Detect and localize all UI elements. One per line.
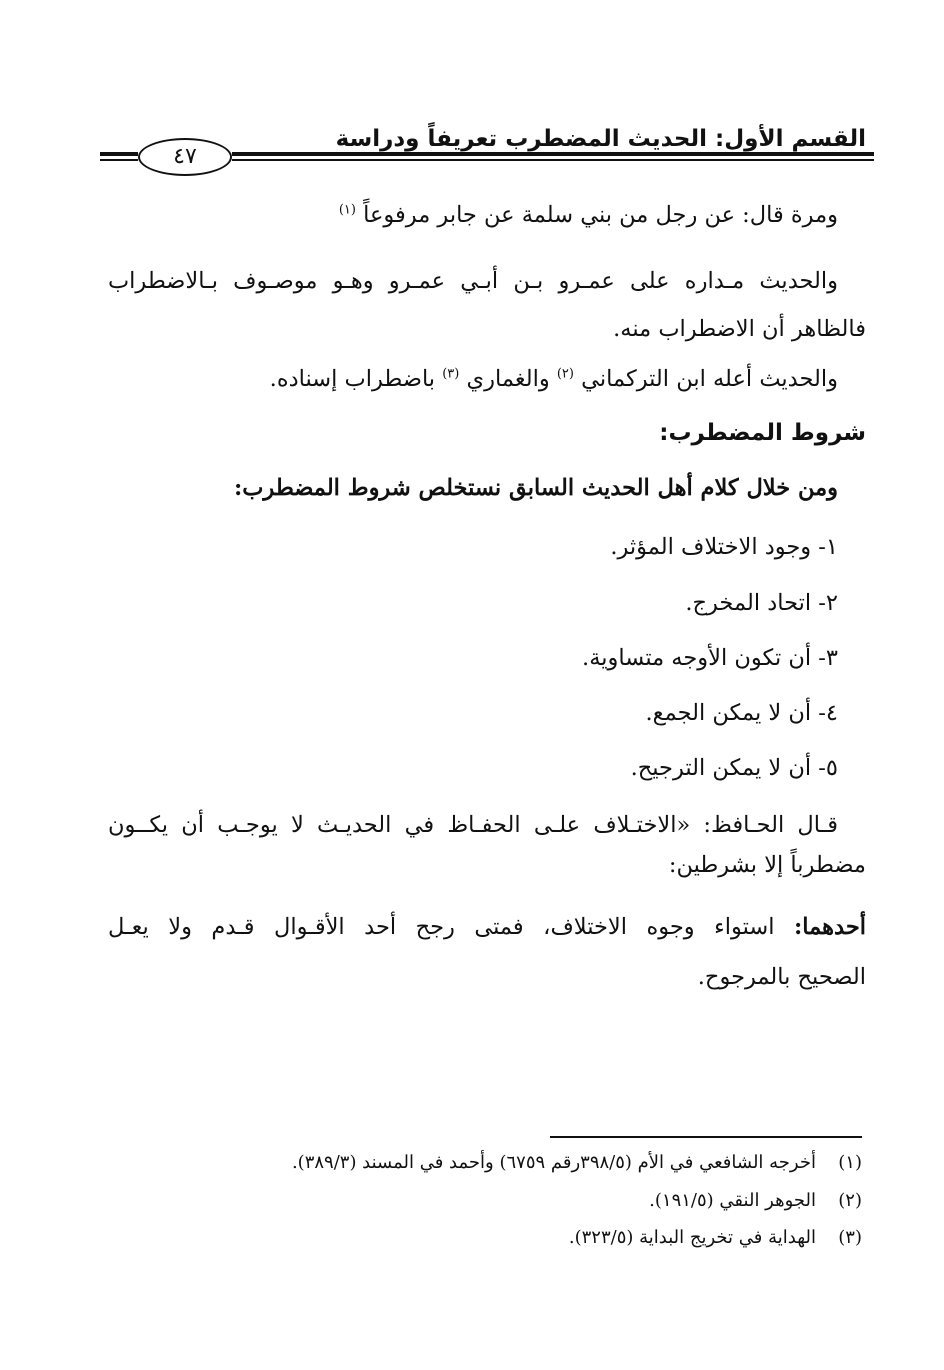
text-line-4-part-b: والغماري [466, 366, 550, 392]
section-heading: شروط المضطرب: [659, 420, 866, 446]
text-line-4-part-c: باضطراب إسناده. [269, 366, 436, 392]
text-line-1 [339, 186, 838, 244]
footnote-ref-2: (٢) [556, 366, 574, 382]
text-line-2: والحديث مـداره على عمـرو بـن أبـي عمـرو وهـو موصـوف بـالاضطراب [108, 268, 838, 294]
condition-item-2: ٢- اتحاد المخرج. [685, 590, 838, 616]
first-condition-text: استواء وجوه الاختلاف، فمتى رجح أحد الأقـوال قـدم ولا يعـل [108, 914, 775, 940]
footnote-2 [649, 1190, 862, 1211]
footnote-ref-3: (٣) [442, 366, 460, 382]
text-line-4-part-a: والحديث أعله ابن التركماني [581, 366, 838, 392]
first-condition-label: أحدهما: [793, 914, 866, 940]
text-line-3: فالظاهر أن الاضطراب منه. [613, 316, 866, 342]
first-condition-line-2: الصحيح بالمرجوح. [697, 964, 866, 990]
condition-item-5: ٥- أن لا يمكن الترجيح. [630, 755, 838, 781]
footnote-3-number: (٣) [838, 1227, 862, 1248]
footnote-ref-1: (١) [338, 202, 356, 218]
condition-item-1: ١- وجود الاختلاف المؤثر. [610, 534, 838, 560]
running-title: القسم الأول: الحديث المضطرب تعريفاً ودراسة [335, 126, 866, 152]
condition-item-3: ٣- أن تكون الأوجه متساوية. [582, 645, 838, 671]
footnote-3 [569, 1227, 862, 1248]
footnote-1-number: (١) [838, 1152, 862, 1173]
quote-line-1: قـال الحـافظ: «الاختـلاف علـى الحفـاظ في الحديـث لا يوجـب أن يكــون [108, 812, 838, 838]
footnote-1-text: أخرجه الشافعي في الأم (٣٩٨/٥رقم ٦٧٥٩) وأحمد في المسند (٣٨٩/٣). [291, 1152, 816, 1173]
footnote-2-number: (٢) [838, 1190, 862, 1211]
condition-item-4: ٤- أن لا يمكن الجمع. [645, 700, 838, 726]
text-line-4 [270, 350, 838, 408]
footnote-2-text: الجوهر النقي (١٩١/٥). [649, 1190, 816, 1211]
quote-line-2: مضطرباً إلا بشرطين: [668, 852, 866, 878]
footnote-3-text: الهداية في تخريج البداية (٣٢٣/٥). [568, 1227, 816, 1248]
main-text [108, 0, 866, 1000]
intro-line: ومن خلال كلام أهل الحديث السابق نستخلص شروط المضطرب: [233, 475, 838, 501]
footnote-separator [550, 1136, 862, 1138]
footnote-1 [292, 1152, 862, 1173]
page-number: ٤٧ [138, 138, 232, 176]
text-line-1-content: ومرة قال: عن رجل من بني سلمة عن جابر مرفوعاً [363, 202, 838, 228]
